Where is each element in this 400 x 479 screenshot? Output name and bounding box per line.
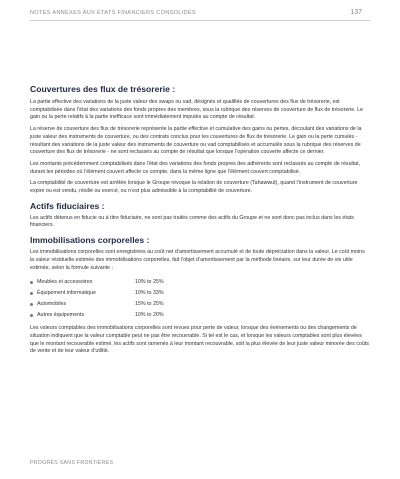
depreciation-rate: 10% to 20%	[135, 312, 164, 319]
paragraph: La partie effective des variations de la juste valeur des swaps ou vad, désignés et qualifiés de couvertures des flux de trésorerie, est comptabilisée dans l’état des variations des fonds propres des membres, sous la rubrique des réserves de couverture de flux de trésorerie. Le gain ou la perte relatifs à la partie inefficace sont immédiatement imputés au compte de résultat.	[30, 99, 363, 121]
list-item	[30, 277, 370, 288]
paragraph: Les actifs détenus en fiducie ou à titre fiduciaire, ne sont pas traités comme des actifs du Groupe et ne sont donc pas inclus dans les états financiers.	[30, 214, 354, 229]
bullet-icon	[30, 281, 33, 284]
asset-category: Meubles et accessoires	[37, 279, 93, 286]
paragraph: Les immobilisations corporelles sont enregistrées au coût net d’amortissement accumulé et de toute dépréciation dans la valeur. Le coût moins la valeur résiduelle estimée des immobilisations corporelles, fait l’objet d’amortissement par la méthode linéaire, sur leur durée de vie utile estimée, selon la formule suivante :	[30, 249, 365, 271]
header-divider	[30, 20, 370, 21]
paragraph: Les montants précédemment comptabilisés dans l’état des variations des fonds propres des adhérents sont reclassés au compte de résultat, durant les périodes où l’élément couvert affecte ce compte, dans la même ligne que l’élément couvert comptabilisé.	[30, 160, 361, 175]
bullet-icon	[30, 303, 33, 306]
depreciation-rate: 10% to 33%	[135, 290, 164, 297]
paragraph: Les valeurs comptables des immobilisations corporelles sont revues pour perte de valeur, lorsque des événements ou des changements de situation indiquent que la valeur comptable peut ne pas être recouvrable. Si tel est le cas, et lorsque les valeurs comptables sont plus élevées que le montant recouvrable estimé, les actifs sont ramenés à leur montant recouvrable, soit la plus élevée de leur juste valeur minorée des coûts de vente et de leur valeur d’utilité.	[30, 325, 369, 355]
document-body	[30, 84, 370, 360]
depreciation-rate-list	[30, 277, 370, 321]
page-number: 137	[350, 9, 362, 16]
heading-cash-flow-hedges: Couvertures des flux de trésorerie :	[30, 84, 176, 94]
heading-fiduciary-assets: Actifs fiduciaires :	[30, 200, 105, 211]
depreciation-rate: 15% to 25%	[135, 301, 164, 308]
asset-category: Autres équipements	[37, 312, 85, 319]
paragraph: La réserve de couverture des flux de trésorerie représente la partie effective et cumulative des gains ou pertes, découlant des variations de la juste valeur des instruments de couverture, ou des contrats conclus pour les couvertures de flux de trésorerie. Le gain ou la perte cumulés - résultant des variations de la juste valeur des instruments de couverture ou vad comptabilisés et accumulés sous la rubrique des réserves de couverture des flux de trésorerie - ne sont reclassés au compte de résultat que lorsque l’opération couverte affecte ce dernier.	[30, 126, 362, 156]
bullet-icon	[30, 292, 33, 295]
running-footer: PROGRÈS SANS FRONTIÈRES	[30, 460, 114, 466]
list-item	[30, 288, 370, 299]
list-item	[30, 310, 370, 321]
depreciation-rate: 10% to 25%	[135, 279, 164, 286]
bullet-icon	[30, 314, 33, 317]
paragraph: La comptabilité de couverture est arrêtée lorsque le Groupe révoque la relation de couverture (Tahawwut), quand l’instrument de couverture expire ou est vendu, résilié ou exercé, ou n’est plus admissible à la comptabilité de couverture.	[30, 180, 358, 195]
asset-category: Automobiles	[37, 301, 67, 308]
list-item	[30, 299, 370, 310]
running-header: NOTES ANNEXES AUX ÉTATS FINANCIERS CONSOLIDÉS	[30, 10, 196, 16]
heading-property-equipment: Immobilisations corporelles :	[30, 235, 150, 246]
asset-category: Équipement informatique	[37, 290, 96, 297]
